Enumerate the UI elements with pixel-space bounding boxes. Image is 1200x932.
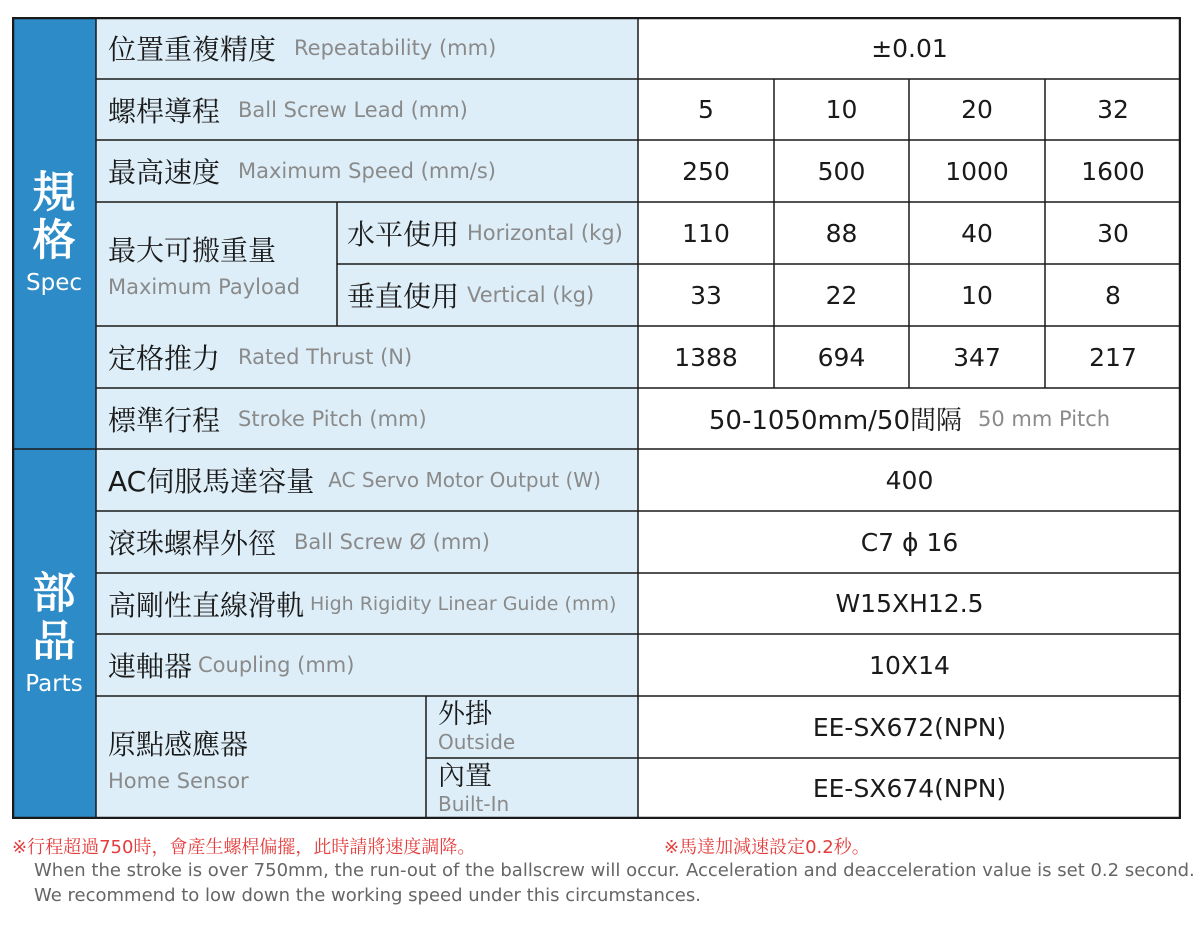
- row-lead-label: [96, 79, 638, 140]
- note-accel-zh: ※馬達加減速設定0.2秒。: [664, 837, 870, 858]
- horizontal-en: Horizontal (kg): [467, 221, 623, 245]
- lead-zh: 螺桿導程: [108, 94, 221, 128]
- sensor-zh: 原點感應器: [108, 727, 249, 761]
- coupling-zh: 連軸器: [108, 650, 193, 683]
- row-coupling-label: [96, 634, 638, 696]
- thrust-value: 347: [909, 326, 1045, 388]
- lead-value: 32: [1045, 79, 1181, 140]
- vertical-zh: 垂直使用: [347, 280, 460, 313]
- guide-zh: 高剛性直線滑軌: [108, 588, 305, 622]
- ballscrew-value: C7 ϕ 16: [638, 511, 1181, 573]
- section-spec-en: Spec: [26, 270, 82, 296]
- row-ballscrew-label: [96, 511, 638, 573]
- section-parts-zh2: 品: [32, 617, 76, 667]
- row-stroke-label: [96, 388, 638, 449]
- payload-vertical-label: [337, 264, 638, 326]
- note-accel-en: Acceleration and deacceleration value is set 0.2 second.: [686, 860, 1195, 881]
- speed-en: Maximum Speed (mm/s): [238, 159, 496, 183]
- note-stroke-en-2: We recommend to low down the working speed under this circumstances.: [34, 885, 701, 906]
- section-spec: [12, 17, 96, 449]
- note-stroke-en-1: When the stroke is over 750mm, the run-out of the ballscrew will occur.: [34, 860, 680, 881]
- outside-zh: 外掛: [438, 699, 492, 730]
- thrust-en: Rated Thrust (N): [238, 345, 413, 369]
- repeatability-zh: 位置重複精度: [108, 33, 277, 66]
- thrust-value: 217: [1045, 326, 1181, 388]
- horizontal-value: 30: [1045, 202, 1181, 264]
- speed-value: 1600: [1045, 140, 1181, 202]
- section-parts-zh1: 部: [32, 569, 76, 619]
- ballscrew-en: Ball Screw Ø (mm): [294, 530, 490, 554]
- stroke-value-sub: 50 mm Pitch: [978, 406, 1111, 431]
- note-stroke-zh: ※行程超過750時，會產生螺桿偏擺，此時請將速度調降。: [12, 837, 476, 858]
- vertical-value: 22: [774, 264, 909, 326]
- stroke-en: Stroke Pitch (mm): [238, 406, 427, 431]
- vertical-value: 10: [909, 264, 1045, 326]
- row-repeatability-label: [96, 17, 638, 79]
- horizontal-value: 40: [909, 202, 1045, 264]
- vertical-value: 33: [638, 264, 774, 326]
- builtin-zh: 內置: [438, 760, 492, 792]
- section-parts-en: Parts: [25, 671, 83, 697]
- lead-value: 5: [638, 79, 774, 140]
- payload-horizontal-label: [337, 202, 638, 264]
- row-sensor-label: [96, 696, 426, 819]
- sensor-en: Home Sensor: [108, 768, 249, 793]
- lead-value: 20: [909, 79, 1045, 140]
- speed-value: 250: [638, 140, 774, 202]
- ballscrew-zh: 滾珠螺桿外徑: [108, 527, 277, 560]
- speed-zh: 最高速度: [108, 156, 221, 189]
- vertical-en: Vertical (kg): [467, 283, 595, 307]
- builtin-en: Built-In: [438, 791, 510, 816]
- section-spec-zh1: 規: [32, 168, 76, 218]
- motor-zh: AC伺服馬達容量: [108, 465, 315, 498]
- stroke-value-main: 50-1050mm/50間隔: [708, 406, 962, 436]
- thrust-zh: 定格推力: [108, 342, 221, 375]
- speed-value: 500: [774, 140, 909, 202]
- coupling-en: Coupling (mm): [198, 653, 355, 677]
- guide-en: High Rigidity Linear Guide (mm): [310, 592, 617, 615]
- coupling-value: 10X14: [638, 634, 1181, 696]
- thrust-value: 1388: [638, 326, 774, 388]
- vertical-value: 8: [1045, 264, 1181, 326]
- builtin-value: EE-SX674(NPN): [638, 758, 1181, 819]
- section-parts: [12, 449, 96, 819]
- lead-value: 10: [774, 79, 909, 140]
- horizontal-value: 88: [774, 202, 909, 264]
- outside-en: Outside: [438, 730, 516, 754]
- row-motor-label: [96, 449, 638, 511]
- guide-value: W15XH12.5: [638, 573, 1181, 634]
- payload-en: Maximum Payload: [108, 275, 301, 299]
- outside-value: EE-SX672(NPN): [638, 696, 1181, 758]
- horizontal-value: 110: [638, 202, 774, 264]
- row-guide-label: [96, 573, 638, 634]
- motor-en: AC Servo Motor Output (W): [328, 468, 601, 492]
- section-spec-zh2: 格: [32, 216, 76, 266]
- sensor-builtin-label: [426, 758, 638, 819]
- repeatability-en: Repeatability (mm): [294, 36, 497, 60]
- row-payload-label: [96, 202, 337, 326]
- speed-value: 1000: [909, 140, 1045, 202]
- spec-table: [12, 17, 1181, 819]
- thrust-value: 694: [774, 326, 909, 388]
- row-speed-label: [96, 140, 638, 202]
- row-thrust-label: [96, 326, 638, 388]
- motor-value: 400: [638, 449, 1181, 511]
- stroke-zh: 標準行程: [108, 403, 221, 437]
- sensor-outside-label: [426, 696, 638, 758]
- repeatability-value: ±0.01: [638, 17, 1181, 79]
- payload-zh: 最大可搬重量: [108, 234, 277, 267]
- stroke-value: [638, 388, 1181, 449]
- lead-en: Ball Screw Lead (mm): [238, 97, 468, 122]
- horizontal-zh: 水平使用: [347, 218, 460, 251]
